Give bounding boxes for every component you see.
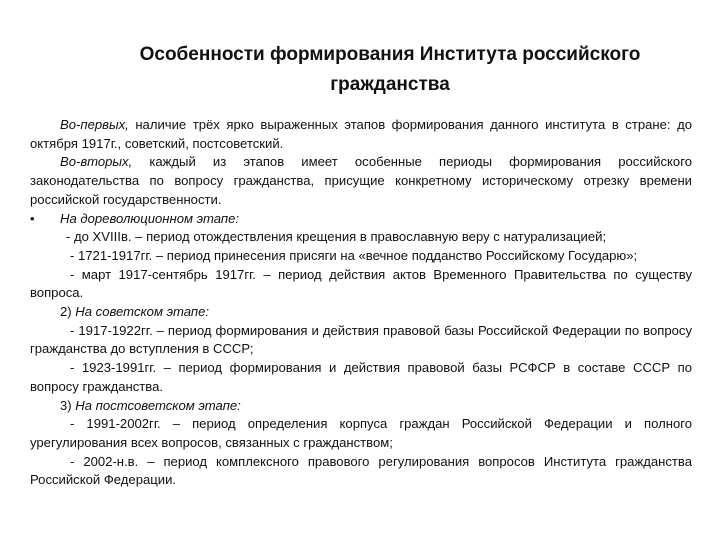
- list-item: - до XVIIIв. – период отождествления крещения в православную веру с натурализацией;: [66, 229, 607, 245]
- list-item: - 1721-1917гг. – период принесения присяги на «вечное подданство Российскому Государю»;: [70, 247, 638, 263]
- list-item: - 2002-н.в. – период комплексного правового регулирования вопросов Института гражданства Российской Федерации.: [30, 453, 692, 488]
- section-heading-text: На постсоветском этапе:: [75, 397, 241, 413]
- paragraph-lead: Во-первых,: [60, 117, 129, 132]
- section-number: 2): [60, 304, 72, 320]
- section-heading-postsoviet: [30, 397, 692, 416]
- paragraph-lead: Во-вторых,: [60, 154, 133, 170]
- page-title: [60, 40, 720, 100]
- paragraph-second: [30, 153, 692, 209]
- list-item: - 1917-1922гг. – период формирования и действия правовой базы Российской Федерации по вопросу гражданства до вступления в СССР;: [30, 322, 692, 357]
- section-number: 3): [60, 397, 72, 413]
- section-heading-text: На советском этапе:: [75, 304, 210, 320]
- paragraph-first: [30, 116, 692, 153]
- list-item: - 1923-1991гг. – период формирования и действия правовой базы РСФСР в составе СССР по вопросу гражданства.: [30, 360, 692, 394]
- section-heading-text: На дореволюционном этапе:: [60, 210, 240, 226]
- list-item: - 1991-2002гг. – период определения корпуса граждан Российской Федерации и полного урегулирования всех вопросов, связанных с гражданством;: [30, 416, 692, 450]
- section-heading-soviet: [30, 303, 692, 322]
- title-line-1: Особенности формирования Института российского: [139, 44, 641, 65]
- list-item: - март 1917-сентябрь 1917гг. – период действия актов Временного Правительства по существу вопроса.: [30, 266, 692, 301]
- section-heading-prerevolution: [30, 210, 692, 229]
- paragraph-text: наличие трёх ярко выраженных этапов формирования данного института в стране: до октября 1917г., советский, постсоветский.: [30, 117, 692, 151]
- title-line-2: гражданства: [330, 74, 450, 95]
- paragraph-text: каждый из этапов имеет особенные периоды формирования российского законодательства по вопросу гражданства, присущие конкретному историческому отрезку времени российской государственности.: [30, 154, 692, 207]
- body-text: [30, 116, 692, 490]
- bullet-marker: •: [30, 210, 35, 226]
